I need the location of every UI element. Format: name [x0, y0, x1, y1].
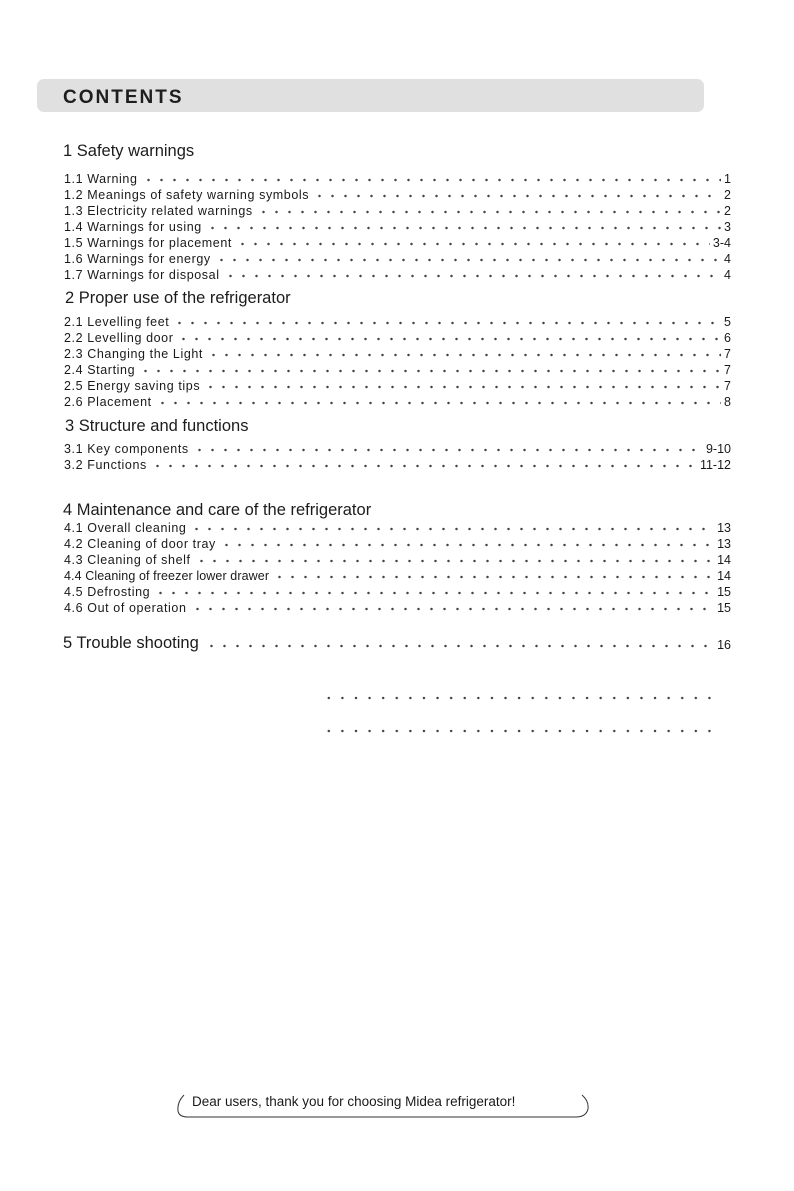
- greeting-banner: [176, 1089, 591, 1119]
- toc-entry-page: 1: [724, 171, 731, 186]
- dot-leader: [191, 607, 715, 611]
- dot-leader: [273, 575, 714, 579]
- toc-entry-label: 4.2 Cleaning of door tray: [64, 536, 216, 551]
- dot-leader: [193, 448, 703, 452]
- toc-entry[interactable]: [64, 518, 731, 534]
- toc-entry-page: 11-12: [699, 457, 731, 472]
- greeting-text: Dear users, thank you for choosing Midea refrigerator!: [192, 1094, 516, 1109]
- toc-entry-page: 14: [717, 568, 731, 583]
- toc-entry-page: 6: [724, 330, 731, 345]
- toc-entry[interactable]: [64, 566, 731, 582]
- toc-entry-page: 13: [717, 520, 731, 535]
- dot-leader: [236, 242, 710, 246]
- dot-leader: [257, 210, 721, 214]
- dot-leader: [156, 401, 721, 405]
- toc-entry-label: 2.6 Placement: [64, 394, 152, 409]
- toc-entry[interactable]: [64, 439, 731, 455]
- toc-entry-page: 14: [717, 552, 731, 567]
- toc-entry-page: 8: [724, 394, 731, 409]
- dot-leader: [177, 337, 721, 341]
- toc-entry[interactable]: [64, 360, 731, 376]
- dot-leader: [207, 353, 721, 357]
- section-title-safety-warnings: 1 Safety warnings: [63, 142, 195, 160]
- contents-title: CONTENTS: [63, 87, 184, 108]
- section-title-structure-functions: 3 Structure and functions: [65, 417, 249, 435]
- toc-entry[interactable]: [64, 344, 731, 360]
- toc-entry-page: 2: [724, 187, 731, 202]
- dot-leader: [220, 543, 714, 547]
- toc-entry-label: 1.1 Warning: [64, 171, 138, 186]
- toc-entry-label: 4.3 Cleaning of shelf: [64, 552, 191, 567]
- toc-entry-page: 3-4: [712, 235, 731, 250]
- toc-entry-label: 4.5 Defrosting: [64, 584, 151, 599]
- toc-entry-page: 4: [724, 267, 731, 282]
- dot-leader: [139, 369, 721, 373]
- toc-entry[interactable]: [64, 392, 731, 408]
- toc-entry-label: 1.4 Warnings for using: [64, 219, 202, 234]
- dot-leader: [313, 194, 721, 198]
- dot-leader: [206, 226, 721, 230]
- toc-entry-page: 15: [717, 584, 731, 599]
- toc-entry-label: 2.5 Energy saving tips: [64, 378, 201, 393]
- toc-entry-label: 1.3 Electricity related warnings: [64, 203, 253, 218]
- toc-entry-label: 2.3 Changing the Light: [64, 346, 203, 361]
- section-title-proper-use: 2 Proper use of the refrigerator: [65, 289, 291, 307]
- toc-entry-label: 4.4 Cleaning of freezer lower drawer: [64, 568, 270, 583]
- dot-leader: [204, 385, 721, 389]
- dot-leader: [224, 274, 721, 278]
- toc-entry-label: 2.2 Levelling door: [64, 330, 174, 345]
- toc-entry[interactable]: [64, 265, 731, 281]
- empty-dot-leader: [322, 729, 718, 733]
- toc-entry-label: 1.5 Warnings for placement: [64, 235, 232, 250]
- empty-dot-leader: [322, 696, 718, 700]
- toc-entry-page: 5: [724, 314, 731, 329]
- toc-entry[interactable]: [64, 185, 731, 201]
- section-title-trouble-shooting: 5 Trouble shooting: [63, 633, 199, 652]
- dot-leader: [190, 527, 714, 531]
- toc-entry[interactable]: [64, 550, 731, 566]
- toc-entry-page: 7: [724, 346, 731, 361]
- toc-entry-page: 7: [724, 378, 731, 393]
- toc-entry-label: 4.1 Overall cleaning: [64, 520, 187, 535]
- toc-entry[interactable]: [64, 376, 731, 392]
- toc-entry[interactable]: [64, 598, 731, 614]
- toc-entry-label: 1.6 Warnings for energy: [64, 251, 211, 266]
- toc-entry-label: 2.4 Starting: [64, 362, 136, 377]
- toc-entry-page: 3: [724, 219, 731, 234]
- toc-entry[interactable]: [64, 328, 731, 344]
- dot-leader: [142, 178, 722, 182]
- dot-leader: [205, 644, 713, 648]
- toc-entry[interactable]: [64, 455, 731, 471]
- toc-entry[interactable]: [64, 582, 731, 598]
- toc-entry[interactable]: [64, 169, 731, 185]
- toc-entry-page: 16: [717, 637, 731, 652]
- dot-leader: [195, 559, 715, 563]
- dot-leader: [215, 258, 721, 262]
- toc-entry[interactable]: [64, 534, 731, 550]
- toc-entry[interactable]: [64, 217, 731, 233]
- toc-entry-page: 2: [724, 203, 731, 218]
- toc-entry-page: 4: [724, 251, 731, 266]
- dot-leader: [154, 591, 714, 595]
- toc-entry-label: 2.1 Levelling feet: [64, 314, 170, 329]
- toc-entry-label: 3.1 Key components: [64, 441, 189, 456]
- dot-leader: [151, 464, 697, 468]
- toc-entry[interactable]: [64, 249, 731, 265]
- toc-entry-page: 15: [717, 600, 731, 615]
- toc-entry-label: 1.2 Meanings of safety warning symbols: [64, 187, 310, 202]
- toc-entry-label: 3.2 Functions: [64, 457, 147, 472]
- toc-entry-label: 1.7 Warnings for disposal: [64, 267, 220, 282]
- dot-leader: [173, 321, 721, 325]
- toc-entry-page: 7: [724, 362, 731, 377]
- toc-entry[interactable]: [64, 201, 731, 217]
- toc-entry[interactable]: [64, 312, 731, 328]
- toc-entry-page: 13: [717, 536, 731, 551]
- section-title-maintenance-care: 4 Maintenance and care of the refrigerator: [63, 501, 372, 519]
- toc-entry-trouble-shooting[interactable]: [63, 633, 731, 651]
- toc-entry[interactable]: [64, 233, 731, 249]
- toc-entry-page: 9-10: [705, 441, 731, 456]
- toc-entry-label: 4.6 Out of operation: [64, 600, 187, 615]
